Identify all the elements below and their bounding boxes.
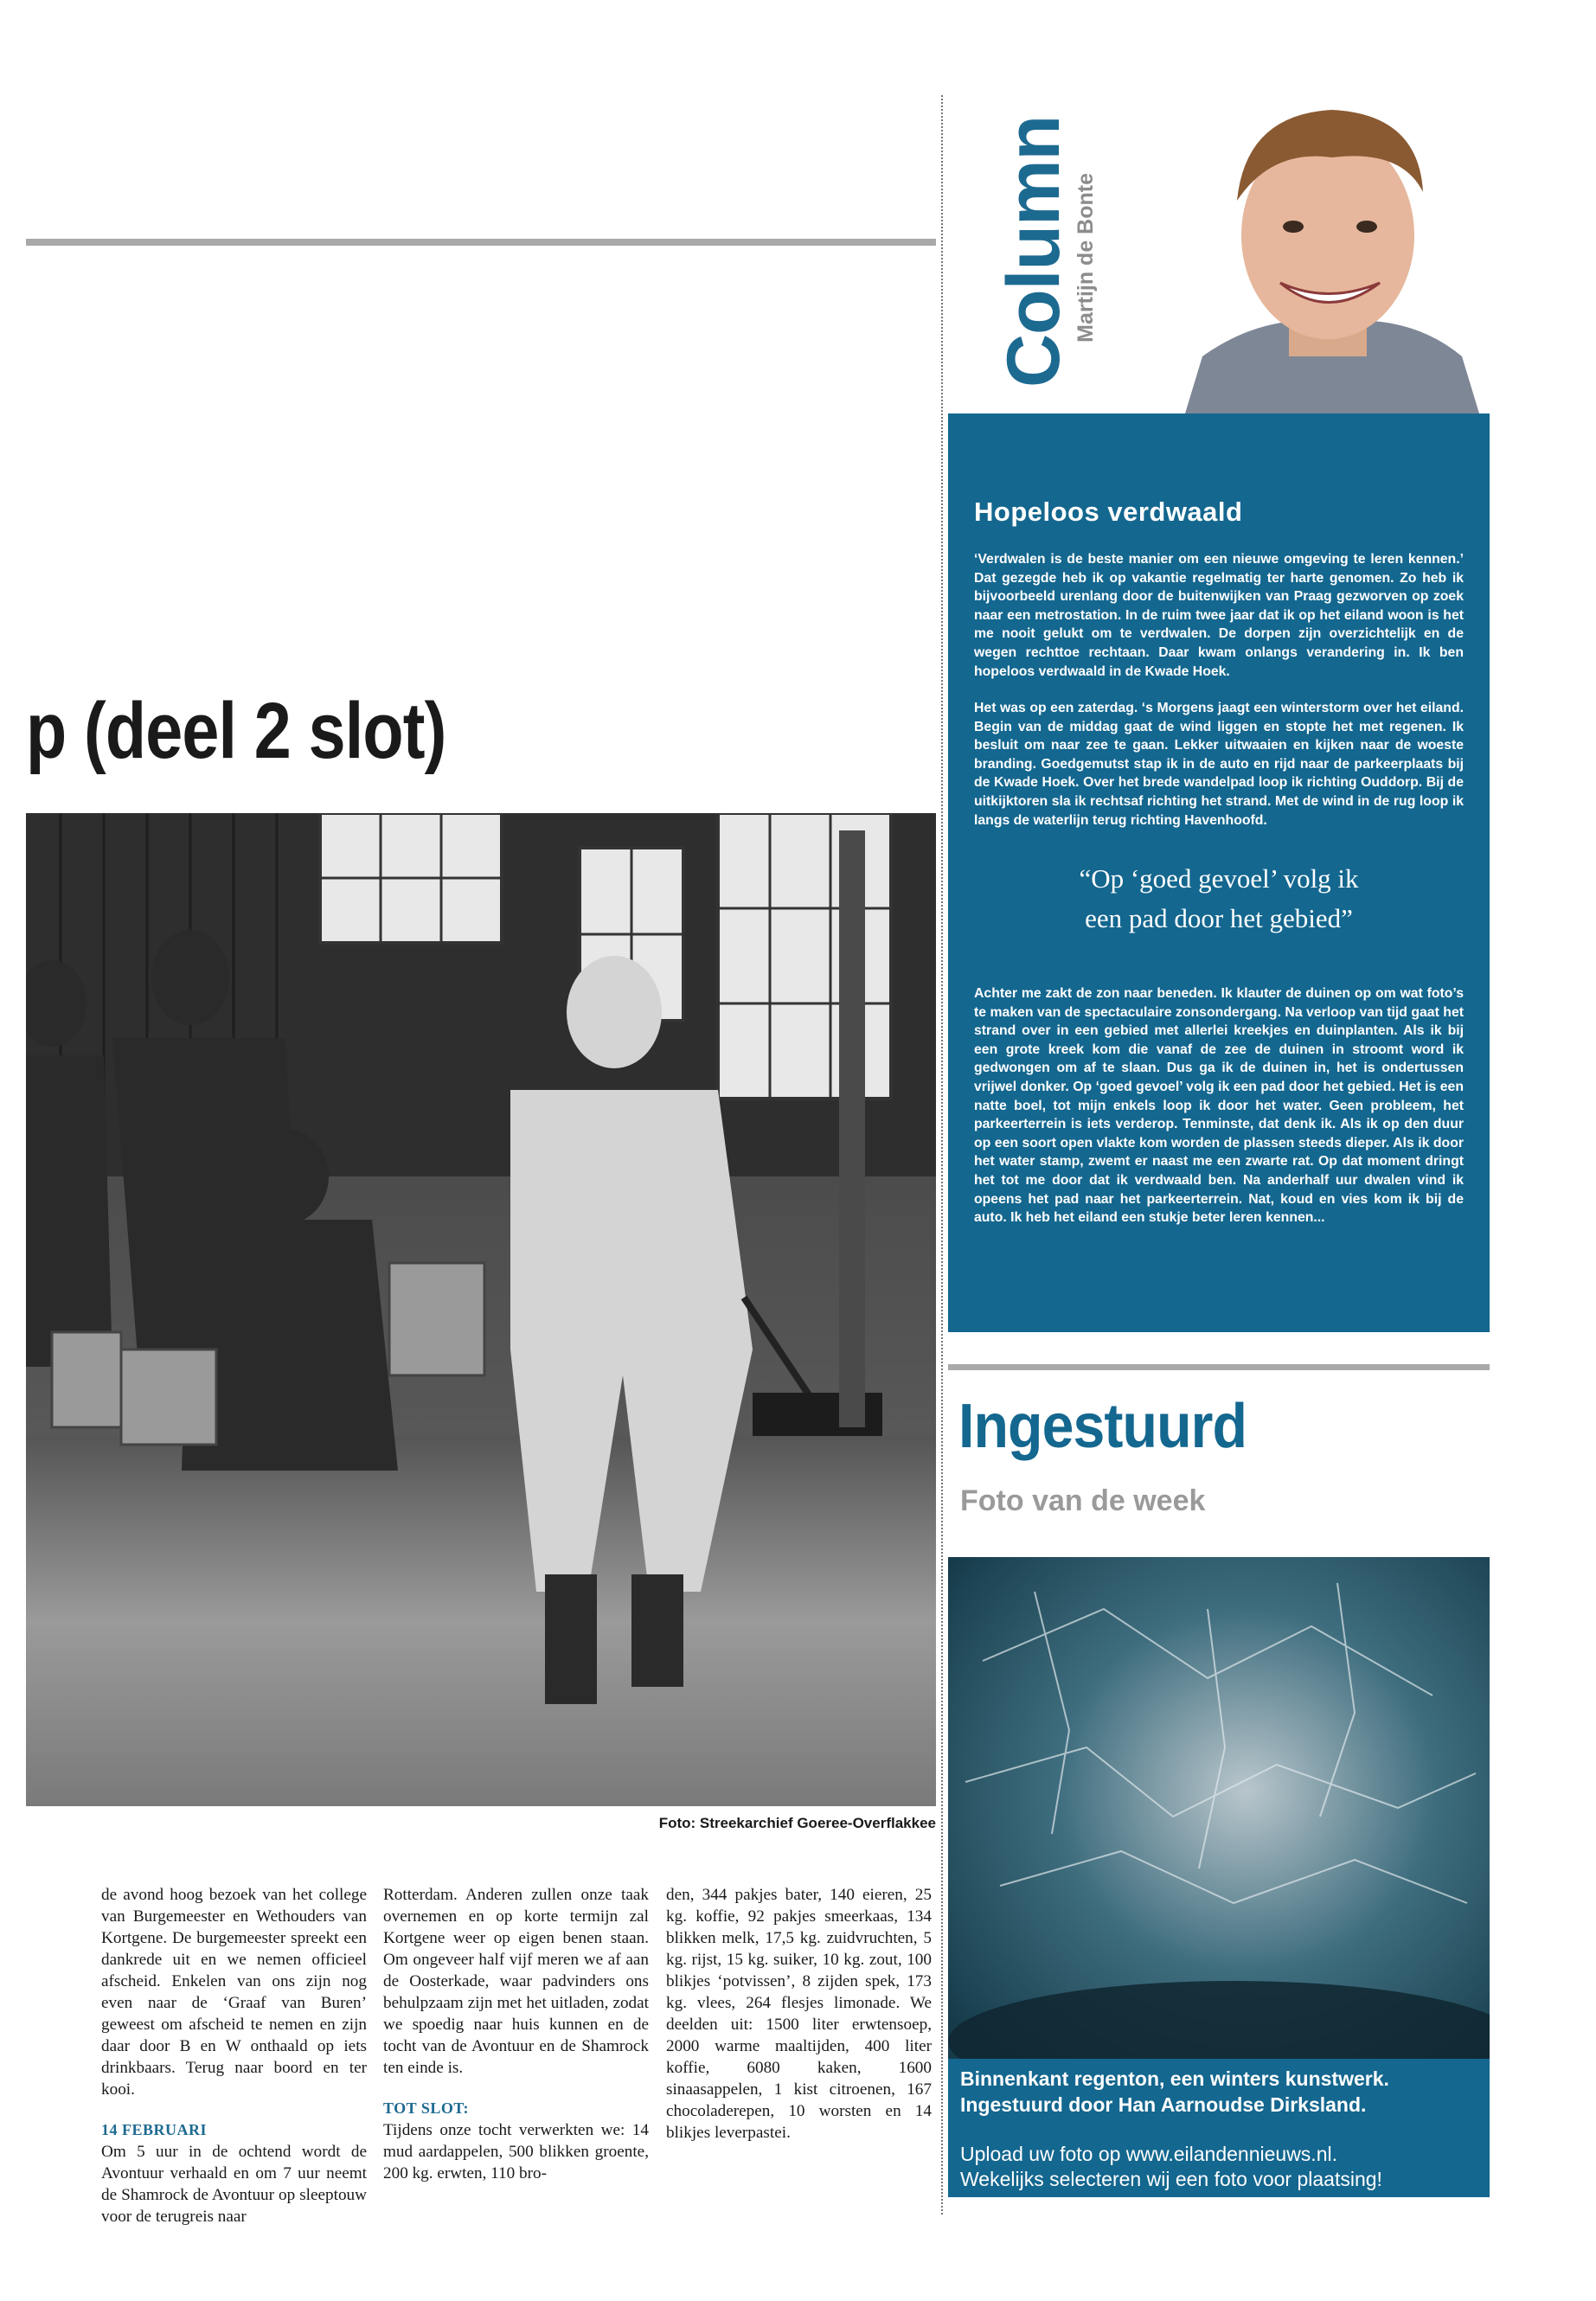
photo-credit: Foto: Streekarchief Goeree-Overflakkee (658, 1815, 936, 1831)
column-paragraph-2 (974, 699, 1464, 830)
column-box (948, 413, 1490, 1332)
dotted-divider (941, 95, 943, 2214)
article-headline: p (deel 2 slot) (26, 687, 446, 775)
paragraph: Rotterdam. Anderen zullen onze taak overnemen en op korte termijn zal Kortgene weer op eigen benen staan. Om ongeveer half vijf meren we af aan de Oosterkade, waar padvinders ons behulpzaam zijn met het uitladen, zodat we spoedig naar huis kunnen en de tocht van de Avontuur en de Shamrock ten einde is. (383, 1886, 649, 2077)
column-paragraph-3 (974, 984, 1464, 1227)
column-paragraph-1 (974, 550, 1464, 681)
upload-notice-line-1: Upload uw foto op www.eilandennieuws.nl. (960, 2143, 1337, 2165)
article-column-3 (666, 1884, 932, 2144)
photo-caption (960, 2066, 1479, 2118)
subheading-tot-slot: TOT SLOT: (383, 2099, 470, 2117)
paragraph: Tijdens onze tocht verwerkten we: 14 mud aardappelen, 500 blikken groente, 200 kg. erwten, 110 bro- (383, 2121, 649, 2182)
author-portrait (1185, 97, 1479, 413)
upload-notice (960, 2142, 1479, 2192)
photo-of-the-week-caption-box (948, 2059, 1490, 2197)
pull-quote (974, 859, 1464, 939)
ingestuurd-title: Ingestuurd (958, 1392, 1247, 1461)
paragraph: Het was op een zaterdag. ‘s Morgens jaagt een winterstorm over het eiland. Begin van de middag gaat de wind liggen en stopte het met regenen. Ik besluit om naar zee te gaan. Lekker uitwaaien en kijken naar de woeste branding. Goedgemutst stap ik in de auto en rijd naar de parkeerplaats bij de Kwade Hoek. Over het brede wandelpad loop ik richting Ouddorp. Bij de uitkijktoren sla ik rechtsaf richting het strand. Met de wind in de rug loop ik langs de waterlijn terug richting Havenhoofd. (974, 701, 1464, 828)
headline-container (26, 683, 936, 779)
subheading-date: 14 FEBRUARI (101, 2121, 208, 2138)
section-rule (948, 1364, 1490, 1370)
photo-caption-line-1: Binnenkant regenton, een winters kunstwerk. (960, 2067, 1389, 2090)
pull-quote-line-2: een pad door het gebied” (1085, 903, 1353, 933)
paragraph: den, 344 pakjes bater, 140 eieren, 25 kg. koffie, 92 pakjes smeerkaas, 134 blikken melk, 17,5 kg. zuidvruchten, 5 kg. rijst, 15 kg. suiker, 10 kg. zout, 100 blikjes ‘potvissen’, 8 zijden spek, 173 kg. vlees, 264 flesjes limonade. We deelden uit: 1500 liter erwtensoep, 2000 warme maaltijden, 400 liter koffie, 6080 kaken, 1600 sinaasappelen, 1 kist citroenen, 167 chocoladerepen, 10 worsten en 14 blikjes leverpastei. (666, 1886, 932, 2142)
paragraph: Achter me zakt de zon naar beneden. Ik klauter de duinen op om wat foto’s te maken van de spectaculaire zonsondergang. Na verloop van tijd gaat het strand over in een gebied met allerlei kreekjes en duinplanten. Als ik bij een grote kreek kom die vanaf de zee de duinen in stroomt word ik gedwongen om af te slaan. Dus ga ik de duinen in, het is ondertussen vrijwel donker. Op ‘goed gevoel’ volg ik een pad door het gebied. Het is een natte boel, tot mijn enkels loop ik door het water. Geen probleem, het parkeerterrein is iets verderop. Tenminste, dat denk ik. Als ik op den duur op een soort open vlakte kom worden de plassen steeds dieper. Als ik door het water stamp, zwemt er naast me een zwarte rat. Op dat moment dringt het tot me door dat ik verdwaald ben. Na anderhalf uur dwalen vind ik opeens het pad naar het parkeerterrein. Nat, koud en vies kom ik bij de auto. Ik heb het eiland een stukje beter leren kennen... (974, 986, 1464, 1226)
paragraph: de avond hoog bezoek van het college van Burgemeester en Wethouders van Kortgene. De burgemeester spreekt een dankrede uit en we nemen officieel afscheid. Enkelen van ons zijn nog even naar de ‘Graaf van Buren’ geweest om afscheid te nemen en zijn daar door B en W onthaald op iets drinkbaars. Terug naar boord en ter kooi. (101, 1886, 367, 2099)
photo-of-the-week (948, 1557, 1490, 2076)
article-column-2 (383, 1884, 649, 2184)
article-column-1 (101, 1884, 367, 2227)
column-label-text: Column (992, 115, 1075, 388)
photo-caption-line-2: Ingestuurd door Han Aarnoudse Dirksland. (960, 2093, 1367, 2116)
ingestuurd-subtitle: Foto van de week (960, 1484, 1206, 1517)
column-label (992, 115, 1075, 388)
top-rule (26, 239, 936, 246)
pull-quote-line-1: “Op ‘goed gevoel’ volg ik (1079, 863, 1359, 894)
upload-notice-line-2: Wekelijks selecteren wij een foto voor plaatsing! (960, 2168, 1382, 2190)
column-title: Hopeloos verdwaald (974, 497, 1243, 527)
column-author (1073, 173, 1099, 385)
column-author-text: Martijn de Bonte (1074, 173, 1098, 343)
historic-photo (26, 813, 936, 1806)
paragraph: Om 5 uur in de ochtend wordt de Avontuur verhaald en om 7 uur neemt de Shamrock de Avontuur op sleeptouw voor de terugreis naar (101, 2143, 367, 2226)
paragraph: ‘Verdwalen is de beste manier om een nieuwe omgeving te leren kennen.’ Dat gezegde heb ik op vakantie regelmatig ter harte genomen. Zo heb ik bijvoorbeeld urenlang door de buitenwijken van Praag gezworven op zoek naar een metrostation. In de ruim twee jaar dat ik op het eiland woon is het me nooit gelukt om te verdwalen. De dorpen zijn overzichtelijk en de wegen rechttoe rechtaan. Daar kwam onlangs verandering in. Ik ben hopeloos verdwaald in de Kwade Hoek. (974, 552, 1464, 679)
